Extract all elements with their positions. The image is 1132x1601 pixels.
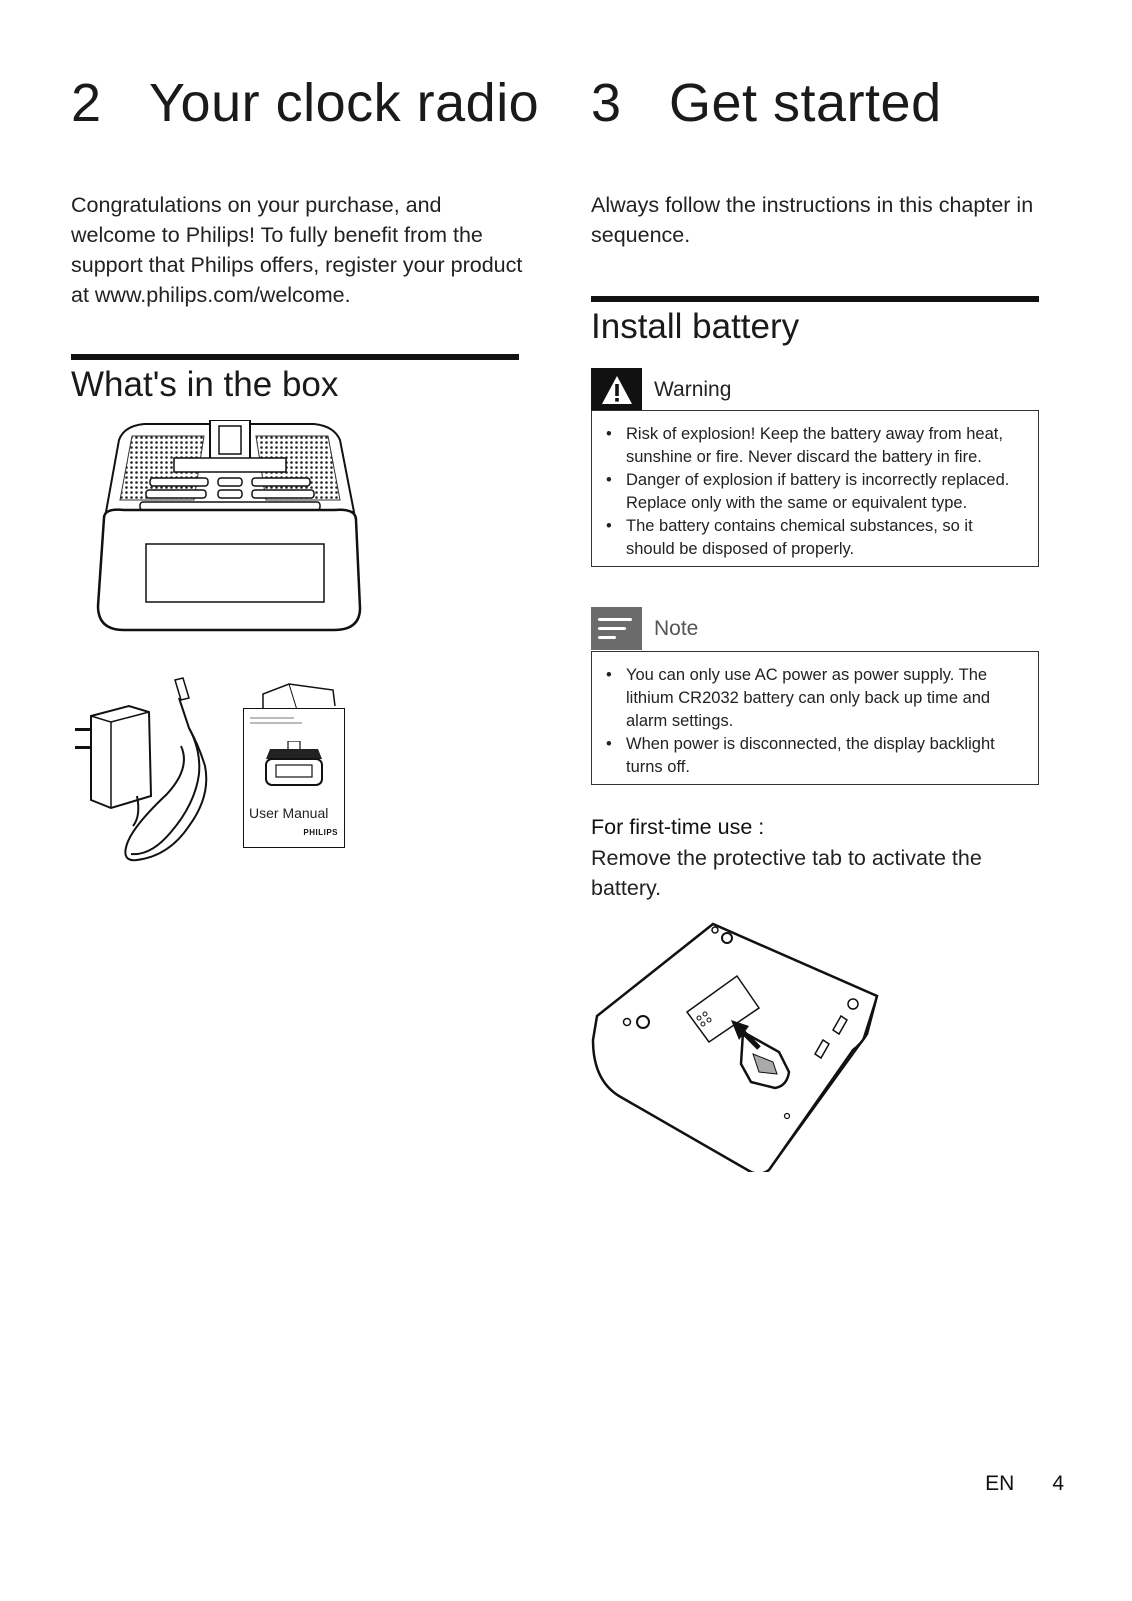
manual-cover — [243, 708, 345, 848]
page-footer — [985, 1472, 1064, 1496]
first-use-text: Remove the protective tab to activate the battery. — [591, 846, 982, 900]
user-manual-illustration — [243, 682, 347, 848]
section-divider — [71, 354, 519, 360]
intro-paragraph: Congratulations on your purchase, and welcome to Philips! To fully benefit from the support that Philips offers, register your product at www.philips.com/welcome. — [71, 193, 523, 307]
manual-cover-radio-icon — [264, 741, 324, 787]
note-list — [592, 652, 1038, 779]
manual-cover-tiny-text — [250, 717, 294, 719]
footer-language: EN — [985, 1472, 1015, 1495]
warning-header — [591, 368, 731, 411]
chapter-number: 3 — [591, 73, 622, 133]
warning-list — [592, 411, 1038, 561]
note-box — [591, 651, 1039, 785]
chapter-title-text: Get started — [669, 73, 942, 133]
warning-box — [591, 410, 1039, 567]
chapter-title-clock-radio — [71, 72, 539, 134]
note-icon — [591, 607, 642, 650]
power-adapter-illustration — [71, 676, 221, 866]
footer-page-number: 4 — [1052, 1472, 1064, 1495]
battery-tab-illustration — [591, 920, 881, 1172]
warning-triangle-icon — [600, 374, 634, 406]
chapter-title-get-started — [591, 72, 942, 134]
manual-brand: PHILIPS — [303, 828, 338, 837]
section-title-install-battery: Install battery — [591, 307, 800, 346]
note-item: • When power is disconnected, the display backlight turns off. — [606, 733, 1020, 779]
manual-cover-tiny-text — [250, 722, 302, 724]
first-use-heading: For first-time use : — [591, 815, 765, 839]
warning-label: Warning — [654, 377, 732, 401]
intro-paragraph: Always follow the instructions in this chapter in sequence. — [591, 193, 1034, 247]
note-item: • You can only use AC power as power supply. The lithium CR2032 battery can only back up time and alarm settings. — [606, 664, 1020, 733]
note-icon-line — [598, 618, 632, 621]
manual-label: User Manual — [249, 805, 329, 821]
warning-icon — [591, 368, 642, 411]
chapter-number: 2 — [71, 73, 102, 133]
warning-item: • The battery contains chemical substances, so it should be disposed of properly. — [606, 515, 1020, 561]
chapter-title-text: Your clock radio — [149, 73, 540, 133]
section-divider — [591, 296, 1039, 302]
note-icon-line — [598, 627, 626, 630]
note-header — [591, 607, 698, 650]
warning-item: • Risk of explosion! Keep the battery away from heat, sunshine or fire. Never discard the battery in fire. — [606, 423, 1020, 469]
note-label: Note — [654, 616, 699, 640]
clock-radio-illustration — [84, 420, 376, 635]
section-title-whats-in-box: What's in the box — [71, 365, 339, 404]
note-icon-line — [598, 636, 616, 639]
warning-item: • Danger of explosion if battery is incorrectly replaced. Replace only with the same or equivalent type. — [606, 469, 1020, 515]
